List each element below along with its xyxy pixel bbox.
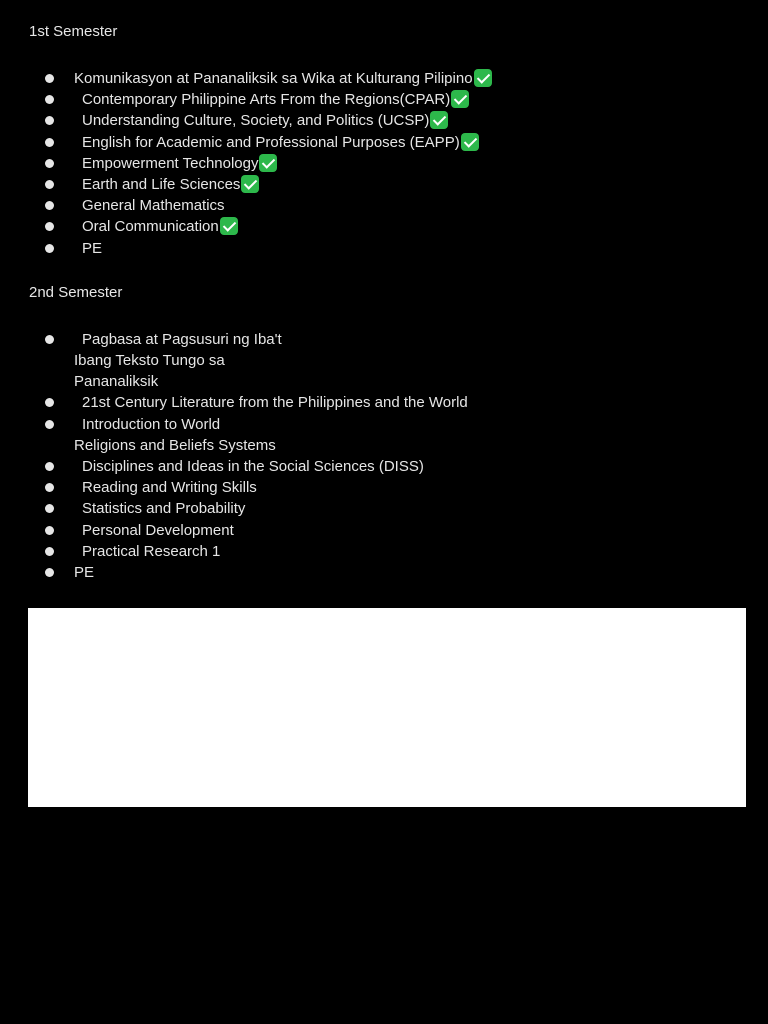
subject-label: Understanding Culture, Society, and Politics (UCSP): [82, 112, 430, 130]
semester-1-subject-list: [29, 68, 749, 259]
subject-label: PE: [82, 239, 103, 257]
subject-label: Earth and Life Sciences: [82, 176, 241, 194]
bullet-dot-icon: [45, 504, 54, 513]
list-item: [29, 89, 749, 110]
bullet-dot-icon: [45, 483, 54, 492]
subject-label: Empowerment Technology: [82, 154, 259, 172]
note-content: [29, 22, 749, 583]
bullet-dot-icon: [45, 244, 54, 253]
bullet-dot-icon: [45, 568, 54, 577]
subject-label: PE: [74, 564, 95, 582]
check-mark-button-icon: [461, 133, 479, 151]
list-item: [29, 456, 749, 477]
subject-label: 21st Century Literature from the Philippines and the World: [82, 394, 468, 412]
check-mark-button-icon: [474, 69, 492, 87]
subject-label: Disciplines and Ideas in the Social Sciences (DISS): [82, 458, 424, 476]
list-item: [29, 562, 749, 583]
bullet-dot-icon: [45, 547, 54, 556]
bullet-dot-icon: [45, 74, 54, 83]
list-item: [29, 477, 749, 498]
bullet-dot-icon: [45, 462, 54, 471]
bullet-dot-icon: [45, 138, 54, 147]
subject-label: Statistics and Probability: [82, 500, 246, 518]
subject-label: General Mathematics: [82, 197, 225, 215]
list-item: [29, 520, 749, 541]
bullet-dot-icon: [45, 116, 54, 125]
semester-2-subject-list: [29, 329, 749, 583]
bullet-dot-icon: [45, 222, 54, 231]
subject-label: Oral Communication: [82, 218, 219, 236]
blank-image-area: [28, 608, 746, 807]
list-item: [29, 238, 749, 259]
bullet-dot-icon: [45, 335, 54, 344]
list-item: [29, 541, 749, 562]
subject-label: Komunikasyon at Pananaliksik sa Wika at Kulturang Pilipino: [74, 70, 473, 87]
check-mark-button-icon: [451, 90, 469, 108]
bullet-dot-icon: [45, 159, 54, 168]
list-item: [29, 498, 749, 519]
semester-1-heading: 1st Semester: [29, 23, 118, 40]
check-mark-button-icon: [430, 111, 448, 129]
subject-label-continuation: Pananaliksik: [74, 373, 159, 391]
subject-label: Introduction to World: [82, 415, 221, 433]
bullet-dot-icon: [45, 420, 54, 429]
list-item: [29, 216, 749, 237]
list-item: [29, 110, 749, 131]
bullet-dot-icon: [45, 95, 54, 104]
list-item: [29, 392, 749, 413]
list-item: [29, 174, 749, 195]
subject-label-continuation: Ibang Teksto Tungo sa: [74, 352, 225, 370]
subject-label: Contemporary Philippine Arts From the Regions(CPAR): [82, 91, 451, 109]
subject-label: Personal Development: [82, 521, 234, 539]
bullet-dot-icon: [45, 201, 54, 210]
list-item: [29, 132, 749, 153]
bullet-dot-icon: [45, 526, 54, 535]
semester-2-heading: 2nd Semester: [29, 283, 123, 301]
list-item: [29, 195, 749, 216]
list-item: [29, 414, 749, 456]
bullet-dot-icon: [45, 180, 54, 189]
check-mark-button-icon: [259, 154, 277, 172]
check-mark-button-icon: [241, 175, 259, 193]
subject-label: Practical Research 1: [82, 542, 221, 560]
subject-label: Pagbasa at Pagsusuri ng Iba't: [82, 330, 282, 348]
bullet-dot-icon: [45, 398, 54, 407]
list-item: [29, 153, 749, 174]
subject-label-continuation: Religions and Beliefs Systems: [74, 436, 276, 454]
list-item: [29, 329, 749, 393]
list-item: [29, 68, 749, 89]
check-mark-button-icon: [220, 217, 238, 235]
subject-label: Reading and Writing Skills: [82, 479, 257, 497]
subject-label: English for Academic and Professional Purposes (EAPP): [82, 133, 460, 151]
